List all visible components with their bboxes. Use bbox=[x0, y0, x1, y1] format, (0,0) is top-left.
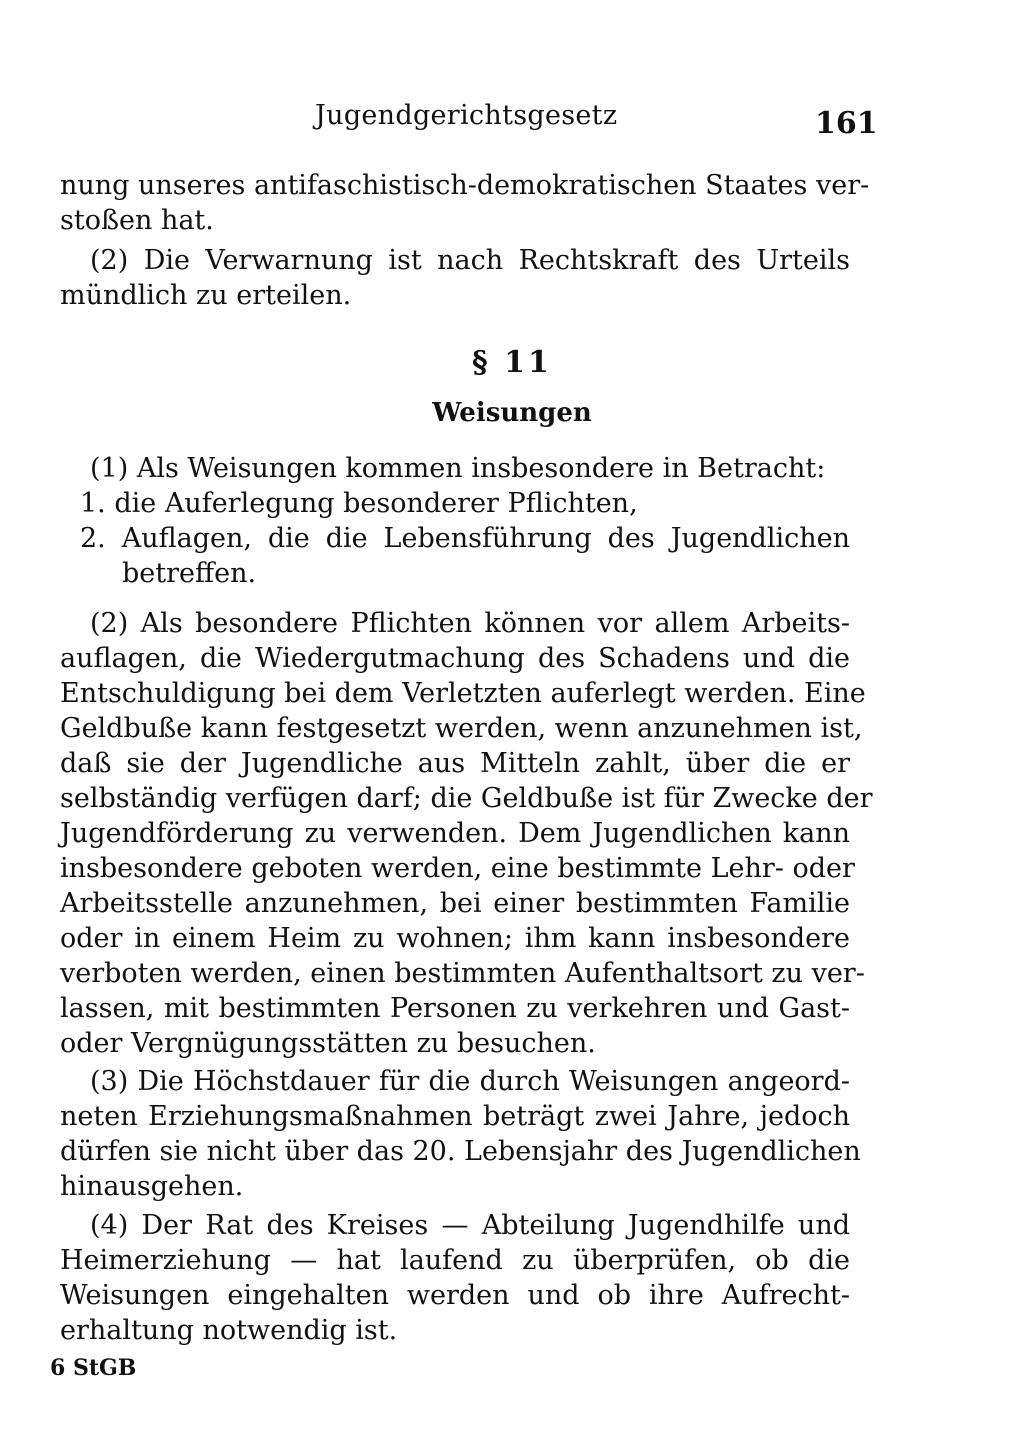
running-header-title: Jugendgerichtsgesetz bbox=[315, 100, 618, 131]
text-line: Weisungen eingehalten werden und ob ihre Aufrecht- bbox=[60, 1280, 850, 1311]
text-line: hinausgehen. bbox=[60, 1171, 244, 1202]
text-line: selbständig verfügen darf; die Geldbuße ist für Zwecke der bbox=[60, 783, 873, 814]
text-line: (4) Der Rat des Kreises — Abteilung Jugendhilfe und bbox=[90, 1210, 850, 1241]
previous-section-paragraph-2 bbox=[60, 243, 850, 313]
paragraph-1 bbox=[60, 451, 850, 591]
text-line: (1) Als Weisungen kommen insbesondere in Betracht: bbox=[90, 453, 826, 484]
section-heading: Weisungen bbox=[432, 398, 592, 428]
paragraph-3 bbox=[60, 1064, 861, 1204]
text-line: oder Vergnügungsstätten zu besuchen. bbox=[60, 1028, 596, 1059]
list-item-2: 2. Auflagen, die die Lebensführung des Jugendlichen bbox=[80, 523, 850, 554]
page-number: 161 bbox=[815, 106, 878, 141]
paragraph-2 bbox=[60, 606, 873, 1061]
text-line: Geldbuße kann festgesetzt werden, wenn anzunehmen ist, bbox=[60, 713, 863, 744]
text-line: (3) Die Höchstdauer für die durch Weisungen angeord- bbox=[90, 1066, 850, 1097]
text-line: erhaltung notwendig ist. bbox=[60, 1315, 398, 1346]
text-line: lassen, mit bestimmten Personen zu verkehren und Gast- bbox=[60, 993, 850, 1024]
text-line: Entschuldigung bei dem Verletzten auferlegt werden. Eine bbox=[60, 678, 866, 709]
text-line: dürfen sie nicht über das 20. Lebensjahr des Jugendlichen bbox=[60, 1136, 861, 1167]
list-item-1: 1. die Auferlegung besonderer Pflichten, bbox=[80, 488, 638, 519]
text-line: auflagen, die Wiedergutmachung des Schadens und die bbox=[60, 643, 850, 674]
text-line: Heimerziehung — hat laufend zu überprüfen, ob die bbox=[60, 1245, 850, 1276]
printer-signature-mark: 6 StGB bbox=[50, 1355, 137, 1381]
text-line: insbesondere geboten werden, eine bestimmte Lehr- oder bbox=[60, 853, 855, 884]
text-line: Jugendförderung zu verwenden. Dem Jugendlichen kann bbox=[60, 818, 850, 849]
paragraph-4 bbox=[60, 1208, 850, 1348]
text-line: stoßen hat. bbox=[60, 205, 214, 236]
list-item-2-continuation: betreffen. bbox=[122, 558, 257, 589]
continuation-paragraph bbox=[60, 168, 870, 238]
text-line: (2) Als besondere Pflichten können vor allem Arbeits- bbox=[90, 608, 850, 639]
text-line: oder in einem Heim zu wohnen; ihm kann insbesondere bbox=[60, 923, 850, 954]
text-line: mündlich zu erteilen. bbox=[60, 280, 352, 311]
text-line: verboten werden, einen bestimmten Aufenthaltsort zu ver- bbox=[60, 958, 865, 989]
text-line: daß sie der Jugendliche aus Mitteln zahlt, über die er bbox=[60, 748, 850, 779]
text-line: (2) Die Verwarnung ist nach Rechtskraft des Urteils bbox=[90, 245, 850, 276]
text-line: Arbeitsstelle anzunehmen, bei einer bestimmten Familie bbox=[60, 888, 850, 919]
text-line: neten Erziehungsmaßnahmen beträgt zwei Jahre, jedoch bbox=[60, 1101, 850, 1132]
text-line: nung unseres antifaschistisch-demokratischen Staates ver- bbox=[60, 170, 870, 201]
section-number: § 11 bbox=[472, 345, 552, 380]
